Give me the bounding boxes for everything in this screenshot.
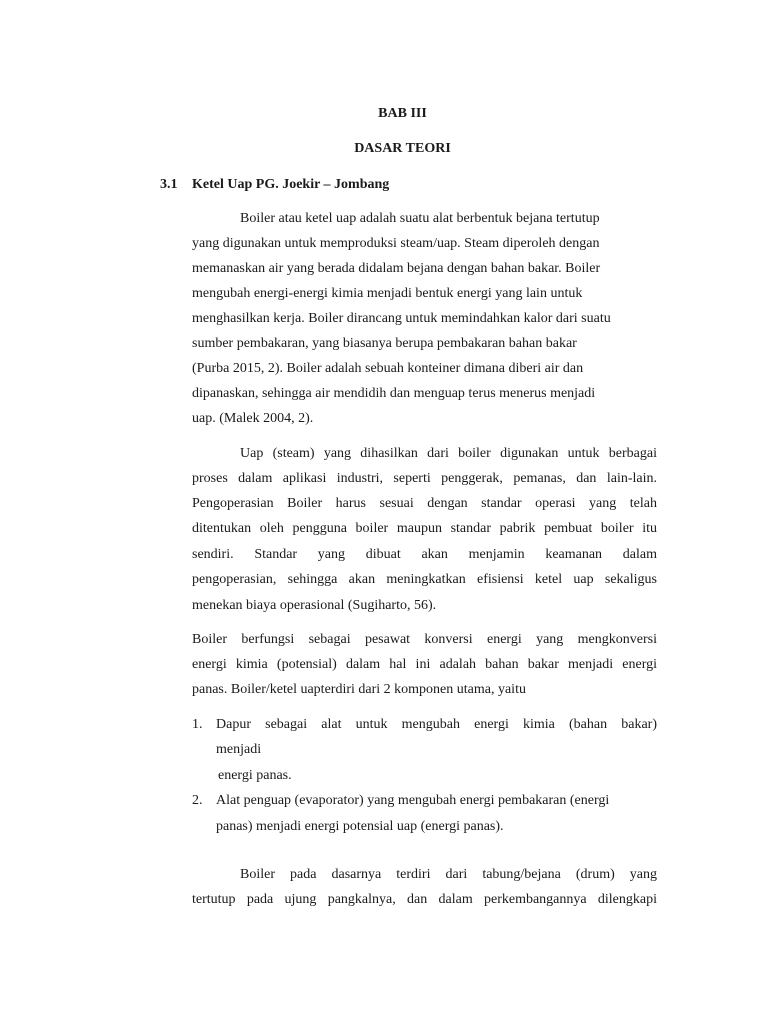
paragraph-line: ditentukan oleh pengguna boiler maupun standar pabrik pembuat boiler itu	[192, 521, 657, 536]
list-item-line: panas) menjadi energi potensial uap (energi panas).	[216, 819, 504, 834]
paragraph-line: Uap (steam) yang dihasilkan dari boiler digunakan untuk berbagai	[240, 446, 657, 461]
paragraph-line: mengubah energi-energi kimia menjadi bentuk energi yang lain untuk	[192, 286, 583, 301]
list-item-line: energi panas.	[218, 768, 292, 783]
paragraph-line: Boiler atau ketel uap adalah suatu alat berbentuk bejana tertutup	[240, 211, 600, 226]
section-title: Ketel Uap PG. Joekir – Jombang	[192, 177, 390, 192]
paragraph-line: Pengoperasian Boiler harus sesuai dengan standar operasi yang telah	[192, 496, 657, 511]
paragraph-line: tertutup pada ujung pangkalnya, dan dalam perkembangannya dilengkapi	[192, 892, 657, 907]
paragraph-line: yang digunakan untuk memproduksi steam/uap. Steam diperoleh dengan	[192, 236, 600, 251]
paragraph-line: sumber pembakaran, yang biasanya berupa pembakaran bahan bakar	[192, 336, 577, 351]
paragraph-line: (Purba 2015, 2). Boiler adalah sebuah konteiner dimana diberi air dan	[192, 361, 584, 376]
chapter-title: DASAR TEORI	[354, 141, 451, 156]
paragraph-line: dipanaskan, sehingga air mendidih dan menguap terus menerus menjadi	[192, 386, 596, 401]
paragraph-line: Boiler berfungsi sebagai pesawat konversi energi yang mengkonversi	[192, 632, 657, 647]
list-item-line: Alat penguap (evaporator) yang mengubah energi pembakaran (energi	[216, 793, 610, 808]
paragraph-line: memanaskan air yang berada didalam bejana dengan bahan bakar. Boiler	[192, 261, 601, 276]
paragraph-line: proses dalam aplikasi industri, seperti penggerak, pemanas, dan lain-lain.	[192, 471, 657, 486]
section-number: 3.1	[160, 177, 178, 192]
list-marker: 2.	[192, 793, 203, 808]
paragraph-line: menekan biaya operasional (Sugiharto, 56).	[192, 598, 437, 613]
paragraph-line: uap. (Malek 2004, 2).	[192, 411, 314, 426]
paragraph-line: pengoperasian, sehingga akan meningkatkan efisiensi ketel uap sekaligus	[192, 572, 657, 587]
paragraph-line: panas. Boiler/ketel uapterdiri dari 2 komponen utama, yaitu	[192, 682, 526, 697]
chapter-heading: BAB III	[378, 106, 427, 121]
list-marker: 1.	[192, 717, 203, 732]
paragraph-line: sendiri. Standar yang dibuat akan menjamin keamanan dalam	[192, 547, 657, 562]
list-item-line: menjadi	[216, 742, 262, 757]
list-item-line: Dapur sebagai alat untuk mengubah energi kimia (bahan bakar)	[216, 717, 657, 732]
paragraph-line: Boiler pada dasarnya terdiri dari tabung/bejana (drum) yang	[240, 867, 657, 882]
paragraph-line: energi kimia (potensial) dalam hal ini adalah bahan bakar menjadi energi	[192, 657, 657, 672]
paragraph-line: menghasilkan kerja. Boiler dirancang untuk memindahkan kalor dari suatu	[192, 311, 611, 326]
